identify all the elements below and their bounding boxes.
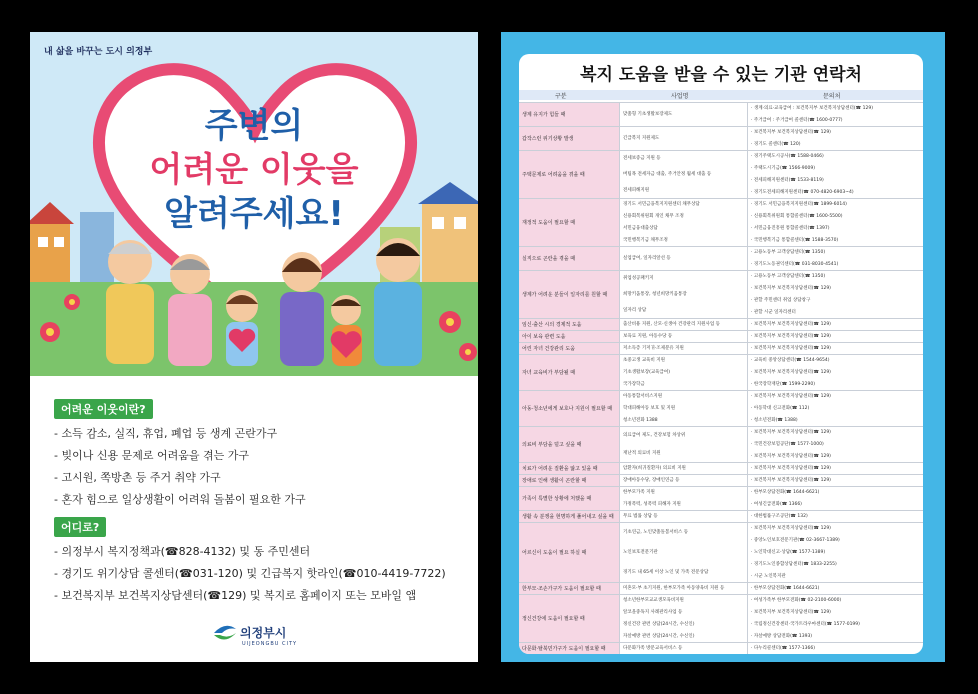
row-category [519, 151, 619, 199]
contact-line: · 보건복지부 보건복지상담센터(☎ 129) [751, 370, 831, 375]
row-category-label: 생활 속 분쟁을 현명하게 풀어내고 싶을 때 [522, 514, 614, 520]
program-line: 노인보호전문기관 [623, 550, 658, 555]
table-row [519, 426, 923, 463]
contact-line: · 여성가족부 한부모전화(☎ 02-2100-6000) [751, 598, 842, 603]
table-row [519, 150, 923, 199]
contact-line: · 국민건강보험공단(☎ 1577-1000) [751, 442, 824, 447]
row-category [519, 487, 619, 511]
program-line: 보육료 지원, 아동수당 등 [623, 334, 673, 339]
contact-cell [747, 487, 923, 511]
row-category-label: 실직으로 곤란을 겪을 때 [522, 256, 576, 262]
logo-text: 의정부시 [240, 626, 287, 640]
row-category-label: 자녀 교육비가 부담될 때 [522, 370, 576, 376]
program-line: 실업급여, 일자리알선 등 [623, 256, 671, 261]
header-category: 구분 [555, 93, 567, 100]
program-line: 기초연금, 노인맞춤돌봄서비스 등 [623, 530, 689, 535]
row-category-label: 가족이 특별한 상황에 처했을 때 [522, 496, 592, 502]
contact-line: · 보건복지부 보건복지상담센터(☎ 129) [751, 466, 831, 471]
row-category [519, 391, 619, 427]
table-row [519, 642, 923, 654]
contact-cell [747, 523, 923, 583]
header-contact: 문의처 [823, 93, 841, 100]
contact-line: · 경기도노인종합상담센터(☎ 1833-2255) [751, 562, 837, 567]
contact-line: · 주거급여 : 주거급여 콜센터(☎ 1600-0777) [751, 118, 843, 123]
program-cell [619, 595, 748, 643]
poster-title-line-3: 알려주세요! [164, 194, 344, 234]
program-line: 학대피해아동 보호 및 지원 [623, 406, 676, 411]
poster-illustration-area [30, 32, 478, 376]
program-line: 맞춤형 기초생활보장제도 [623, 112, 673, 117]
city-logo [212, 619, 312, 655]
contact-cell [747, 643, 923, 654]
contact-cell [747, 199, 923, 247]
contact-line: · 다누리콜센터(☎ 1577-1366) [751, 646, 816, 651]
section-who-list [54, 423, 306, 511]
row-category [519, 127, 619, 151]
contact-line: · 보건복지부 보건복지상담센터(☎ 129) [751, 130, 831, 135]
contact-line: · 생계·의료·교육급여 : 보건복지부 보건복지상담센터(☎ 129) [751, 106, 873, 111]
section-where-title: 어디로? [54, 517, 106, 537]
program-line: 다문화가족 방문교육서비스 등 [623, 646, 683, 651]
contact-line: · 관할 시군 일자리센터 [751, 310, 796, 315]
contact-line: · 한국장학재단(☎ 1599-2290) [751, 382, 816, 387]
contact-line: · 중앙노인보호전문기관(☎ 02-3667-1389) [751, 538, 840, 543]
contact-line: · 보건복지부 보건복지상담센터(☎ 129) [751, 610, 831, 615]
program-cell [619, 355, 748, 391]
program-line: 신용회복위원회 개인 채무 조정 [623, 214, 684, 219]
program-line: 서민금융대출상담 [623, 226, 658, 231]
contact-line: · 고용노동부 고객상담센터(☎ 1350) [751, 250, 826, 255]
table-row [519, 354, 923, 391]
contact-line: · 교육비 중앙상담센터(☎ 1544-9654) [751, 358, 830, 363]
contact-line: · 한부모상담전화(☎ 1644-6621) [751, 490, 820, 495]
contact-line: · 서민금융진흥원 통합콜센터(☎ 1397) [751, 226, 830, 231]
row-category-label: 다문화·탈북민가구가 도움이 필요할 때 [522, 646, 606, 652]
contact-cell [747, 427, 923, 463]
contact-line: · 경기주택도시공사(☎ 1588-0466) [751, 154, 824, 159]
contact-line: · 대한법률구조공단(☎ 132) [751, 514, 808, 519]
section-who [54, 398, 306, 511]
table-header [519, 90, 923, 100]
section-where-list [54, 541, 446, 607]
list-item: - 소득 감소, 실직, 휴업, 폐업 등 생계 곤란가구 [54, 427, 278, 440]
contact-cell [747, 355, 923, 391]
program-line: 아동통합서비스지원 [623, 394, 663, 399]
program-line: 출산비용 지원, 산모·신생아 건강관리 지원사업 등 [623, 322, 720, 327]
contact-line: · 보건복지부 보건복지상담센터(☎ 129) [751, 430, 831, 435]
contact-line: · 전세피해지원센터(☎ 1533-8119) [751, 178, 824, 183]
program-cell [619, 391, 748, 427]
program-line: 초중고생 교육비 지원 [623, 358, 665, 363]
program-line: 자살예방 관련 상담(24시간, 수신인) [623, 634, 695, 639]
row-category [519, 247, 619, 271]
contact-line: · 자살예방 상담전화(☎ 1393) [751, 634, 813, 639]
program-cell [619, 199, 748, 247]
table-row [519, 390, 923, 427]
program-line: 한부모가족 지원 [623, 490, 655, 495]
contact-cell [747, 151, 923, 199]
family-illustration [30, 182, 478, 376]
program-cell [619, 151, 748, 199]
row-category-label: 장애로 인해 생활이 곤란할 때 [522, 478, 587, 484]
contact-cell [747, 103, 923, 127]
contact-line: · 보건복지부 보건복지상담센터(☎ 129) [751, 478, 831, 483]
table-row [519, 246, 923, 271]
program-cell [619, 523, 748, 583]
list-item: - 보건복지부 보건복지상담센터(☎129) 및 복지로 홈페이지 또는 모바일 앱 [54, 589, 417, 602]
section-who-title: 어려운 이웃이란? [54, 399, 153, 419]
program-line: 청소년전화 1388 [623, 418, 658, 423]
row-category-label: 어린 자녀 건강관리 도움 [522, 346, 576, 352]
list-item: - 혼자 힘으로 일상생활이 어려워 돌봄이 필요한 가구 [54, 493, 306, 506]
program-cell [619, 103, 748, 127]
list-item: - 의정부시 복지정책과(☎828-4132) 및 동 주민센터 [54, 545, 311, 558]
contact-line: · 경기도노동권익센터(☎ 031-8030-4541) [751, 262, 839, 267]
contact-line: · 보건복지부 보건복지상담센터(☎ 129) [751, 526, 831, 531]
contact-cell [747, 271, 923, 319]
row-category-label: 정신건강에 도움이 필요할 때 [522, 616, 585, 622]
contact-line: · 국립정신건강센터·국가트라우마센터(☎ 1577-0199) [751, 622, 860, 627]
row-category [519, 427, 619, 463]
campaign-poster [30, 32, 478, 662]
row-category-label: 의료비 부담을 덜고 싶을 때 [522, 442, 582, 448]
list-item: - 경기도 위기상담 콜센터(☎031-120) 및 긴급복지 핫라인(☎010-4419-7722) [54, 567, 446, 580]
program-line: 미혼모·부 초기지원, 한부모가족 아동양육비 지원 등 [623, 586, 725, 591]
program-line: 청소년한부모교교생모육비지원 [623, 598, 684, 603]
row-category [519, 355, 619, 391]
contact-line: · 아동학대 신고전화(☎ 112) [751, 406, 810, 411]
program-line: 암환자(희귀질환자) 의료비 지원 [623, 466, 686, 471]
table-row [519, 102, 923, 127]
poster-title-line-1: 주변의 [204, 106, 304, 146]
row-category [519, 595, 619, 643]
program-line: 정신건강 관련 상담(24시간, 수신인) [623, 622, 695, 627]
contact-line: · 보건복지부 보건복지상담센터(☎ 129) [751, 322, 831, 327]
logo-subtext: UIJEONGBU CITY [242, 641, 298, 647]
contact-line: · 보건복지부 보건복지상담센터(☎ 129) [751, 454, 831, 459]
program-line: 버팀목 전세자금 대출, 주거안정 월세 대출 등 [623, 172, 712, 177]
contact-cell [747, 595, 923, 643]
program-line: 알코올중독지 사례관리사업 등 [623, 610, 683, 615]
program-cell [619, 247, 748, 271]
program-line: 전세보증금 지원 등 [623, 156, 661, 161]
row-category-label: 주택문제로 어려움을 겪을 때 [522, 172, 585, 178]
program-line: 국가장학금 [623, 382, 645, 387]
program-line: 국민행복기금 채무조정 [623, 238, 668, 243]
program-line: 장애아동수당, 장애인연금 등 [623, 478, 680, 483]
program-line: 재난적 의료비 지원 [623, 451, 661, 456]
program-line: 일자리 상담 [623, 308, 647, 313]
row-category-label: 재정적 도움이 필요할 때 [522, 220, 576, 226]
program-line: 저소득층 기저귀·조제분유 지원 [623, 346, 684, 351]
table-row [519, 486, 923, 511]
table-row [519, 522, 923, 583]
list-item: - 고시원, 쪽방촌 등 주거 취약 가구 [54, 471, 221, 484]
contact-line: · 신용회복위원회 통합콜센터(☎ 1600-5500) [751, 214, 843, 219]
row-category [519, 643, 619, 654]
contact-sheet [501, 32, 945, 662]
program-line: 긴급복지 지원제도 [623, 136, 660, 141]
table-row [519, 126, 923, 151]
program-cell [619, 427, 748, 463]
row-category-label: 아동·청소년에게 보호나 지원이 필요할 때 [522, 406, 613, 412]
contact-line: · 보건복지부 보건복지상담센터(☎ 129) [751, 346, 831, 351]
row-category-label: 생계가 어려운 분들이 일자리를 원할 때 [522, 292, 608, 298]
row-category-label: 생계 유지가 힘들 때 [522, 112, 566, 118]
city-emblem-icon [212, 619, 238, 645]
program-cell [619, 487, 748, 511]
row-category-label: 어르신이 도움이 필요 하실 때 [522, 550, 587, 556]
contact-cell [747, 247, 923, 271]
table-row [519, 270, 923, 319]
contact-cell [747, 391, 923, 427]
contact-line: · 보건복지부 보건복지상담센터(☎ 129) [751, 394, 831, 399]
contact-line: · 노인학대신고·상담(☎ 1577-1389) [751, 550, 826, 555]
contact-line: · 청소년전화(☎ 1388) [751, 418, 798, 423]
contact-line: · 시군 노인복지관 [751, 574, 786, 579]
section-where [54, 516, 446, 607]
row-category [519, 103, 619, 127]
row-category-label: 치료가 어려운 질환을 앓고 있을 때 [522, 466, 598, 472]
row-category-label: 아이 보육 관련 도움 [522, 334, 566, 340]
row-category [519, 271, 619, 319]
poster-slogan: 내 삶을 바꾸는 도시 의정부 [44, 47, 153, 57]
row-category [519, 523, 619, 583]
row-category-label: 임신·출산 시의 경제적 도움 [522, 322, 582, 328]
contact-line: · 경기도전세피해지원센터(☎ 070-4820-6903~4) [751, 190, 854, 195]
contact-panel [519, 54, 923, 654]
poster-title-line-2: 어려운 이웃을 [149, 150, 359, 190]
program-cell [619, 127, 748, 151]
program-line: 기초생활보장(교육급여) [623, 370, 670, 375]
contact-line: · 경기도 콜센터(☎ 120) [751, 142, 801, 147]
contact-title: 복지 도움을 받을 수 있는 기관 연락처 [580, 65, 862, 85]
program-line: 무료 법률 상담 등 [623, 514, 658, 519]
program-line: 경기도 서민금융복지지원센터 채무상담 [623, 202, 700, 207]
program-line: 전세피해지원 [623, 188, 650, 193]
row-category-label: 갑작스런 위기상황 발생 [522, 136, 574, 142]
program-cell [619, 271, 748, 319]
contact-line: · 주택도시기금(☎ 1566-9009) [751, 166, 816, 171]
contact-line: · 여성긴급전화(☎ 1366) [751, 502, 802, 507]
row-category [519, 199, 619, 247]
contact-line: · 경기도 서민금융복지지원센터(☎ 1899-6014) [751, 202, 847, 207]
contact-line: · 보건복지부 보건복지상담센터(☎ 129) [751, 334, 831, 339]
table-row [519, 594, 923, 643]
header-program: 사업명 [671, 93, 689, 100]
row-category-label: 한부모·조손가구가 도움이 필요할 때 [522, 586, 601, 592]
program-line: 희망키움통장, 청년희망키움통장 [623, 292, 687, 297]
table-row [519, 198, 923, 247]
contact-cell [747, 127, 923, 151]
program-line: 의료급여 제도, 건강보험 차상위 [623, 433, 686, 438]
contact-line: · 한부모상담전화(☎ 1644-6621) [751, 586, 820, 591]
contact-line: · 보건복지부 보건복지상담센터(☎ 129) [751, 286, 831, 291]
program-line: 취업성공패키지 [623, 276, 654, 281]
contact-line: · 고용노동부 고객상담센터(☎ 1350) [751, 274, 826, 279]
program-cell [619, 643, 748, 654]
contact-line: · 국민행복기금 통합콜센터(☎ 1588-3570) [751, 238, 839, 243]
program-line: 경기도 내 65세 이상 노인 및 가족 전문상담 [623, 570, 709, 575]
list-item: - 빚이나 신용 문제로 어려움을 겪는 가구 [54, 449, 249, 462]
program-line: 가정폭력, 성폭력 피해자 지원 [623, 502, 681, 507]
contact-line: · 관할 주민센터 취업 상담창구 [751, 298, 811, 303]
